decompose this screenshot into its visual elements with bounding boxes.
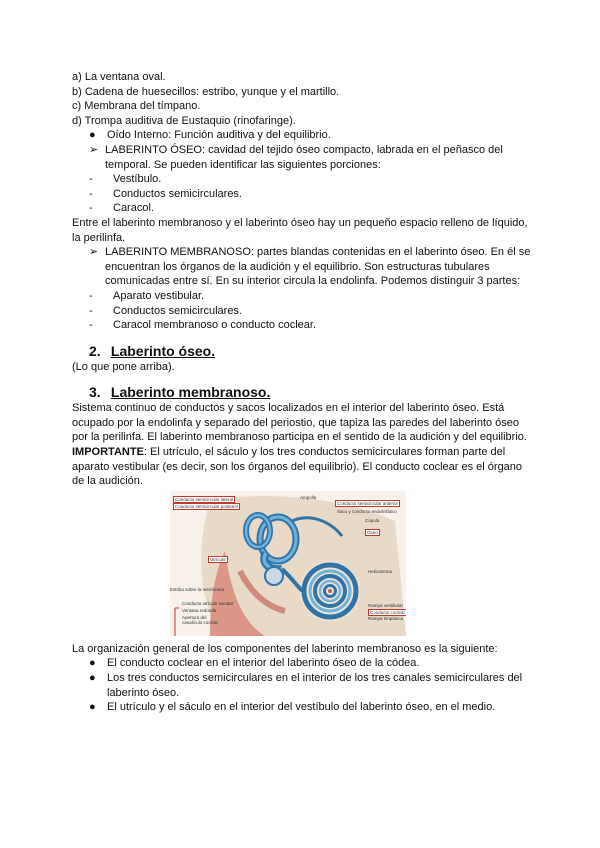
label-rampa-timpanica: Rampa timpánica [368, 615, 404, 621]
section-3-title: Laberinto membranoso. [110, 384, 271, 401]
important-label: IMPORTANTE [72, 446, 144, 459]
label-cupula: Cúpula [365, 517, 380, 523]
section-2-heading [72, 342, 534, 360]
document-page [72, 70, 534, 715]
dash-marker: - [89, 304, 93, 317]
membranoso-part: Caracol membranoso o conducto coclear. [113, 319, 316, 332]
dash-marker: - [89, 202, 93, 215]
dash-item-membranoso [72, 289, 534, 304]
label-saco: Saco y conducto endolinfático [337, 508, 397, 514]
oido-interno-text: Oído Interno: Función auditiva y del equilibrio. [107, 129, 331, 142]
membranoso-part: Conductos semicirculares. [113, 304, 242, 317]
arrow-laberinto-membranoso [72, 245, 534, 289]
dash-item-oseo [72, 187, 534, 202]
label-ampolla: Ampolla [300, 494, 317, 500]
section-3-body: Sistema continuo de conductos y sacos localizados en el interior del laberinto óseo. Está ocupado por la endolinfa y separado del periostio, que tapiza las paredes del laberinto óseo por la perilinfa. El laberinto membranoso participa en el sentido de la audición y del equilibrio. [72, 402, 527, 444]
label-conducto-posterior: Conducto semicircular posterior [175, 503, 239, 509]
dash-marker: - [89, 289, 93, 302]
oseo-part: Vestíbulo. [113, 173, 162, 186]
intro-line-d: d) Trompa auditiva de Eustaquio (rinofaringe). [72, 114, 296, 127]
oseo-part: Conductos semicirculares. [113, 187, 242, 200]
dash-marker: - [89, 173, 93, 186]
laberinto-membranoso-definition: LABERINTO MEMBRANOSO: partes blandas contenidas en el laberinto óseo. En él se encuentran los órganos de la audición y el equilibrio. Son estructuras tubulares comunicadas entre sí. En su interior circula la endolinfa. Podemos distinguir 3 partes: [105, 246, 531, 288]
bullet-marker: ● [89, 129, 96, 142]
organization-item-text: El utrículo y el sáculo en el interior del vestíbulo del laberinto óseo, en el medio. [107, 701, 496, 714]
section-3-heading [72, 383, 534, 401]
dash-marker: - [89, 319, 93, 332]
organization-item [72, 656, 534, 671]
oseo-part: Caracol. [113, 202, 154, 215]
intro-line-c: c) Membrana del tímpano. [72, 100, 201, 113]
arrow-marker: ➢ [89, 143, 99, 156]
intro-line-b: b) Cadena de huesecillos: estribo, yunque y el martillo. [72, 85, 340, 98]
bullet-marker: ● [89, 701, 96, 714]
organization-item [72, 671, 534, 700]
organization-item-text: Los tres conductos semicirculares en el interior de los tres canales semicirculares del laberinto óseo. [107, 672, 523, 699]
perilinfa-paragraph: Entre el laberinto membranoso y el laberinto óseo hay un pequeño espacio relleno de líquido, la perilinfa. [72, 216, 528, 244]
dash-marker: - [89, 187, 93, 200]
bullet-marker: ● [89, 657, 96, 670]
section-3-number: 3. [89, 384, 101, 401]
organization-item [72, 700, 534, 715]
laberinto-oseo-definition: LABERINTO ÓSEO: cavidad del tejido óseo compacto, labrada en el peñasco del temporal. Se pueden identificar las siguientes porciones: [105, 143, 503, 171]
bullet-marker: ● [89, 672, 96, 685]
label-estribo: Estribo sobre la membrana [170, 586, 225, 592]
label-utriculo: Utrículo [210, 556, 226, 562]
dash-item-membranoso [72, 304, 534, 319]
label-ventana-redonda: Ventana redonda [182, 607, 217, 613]
organization-item-text: El conducto coclear en el interior del laberinto óseo de la códea. [107, 657, 420, 670]
label-conducto-coclear: Conducto coclear [370, 609, 406, 615]
label-apertura: Apertura del canalículo coclear [182, 614, 219, 625]
arrow-laberinto-oseo [72, 143, 534, 172]
inner-ear-figure [170, 491, 406, 636]
label-conducto-anterior: Conducto semicircular anterior [337, 500, 399, 506]
important-text: : El utrículo, el sáculo y los tres conductos semicirculares forman parte del aparato vestibular (es decir, son los órganos del equilibrio). El conducto coclear es el órgano de la audición. [72, 446, 523, 488]
organization-intro: La organización general de los componentes del laberinto membranoso es la siguiente: [72, 642, 498, 655]
label-oseo: Óseo [367, 529, 378, 535]
section-2-title: Laberinto óseo. [110, 342, 216, 359]
section-2-body: (Lo que pone arriba). [72, 360, 175, 373]
bullet-oido-interno [72, 128, 534, 143]
label-rampa: Rampa vestibular [368, 602, 404, 608]
dash-item-membranoso [72, 318, 534, 333]
section-2-number: 2. [89, 342, 101, 359]
label-conducto-lateral: Conducto semicircular lateral [175, 496, 234, 502]
dash-item-oseo [72, 201, 534, 216]
important-paragraph [72, 445, 534, 489]
label-ventana: Conducto utrículo-sacular [182, 600, 234, 606]
intro-line-a: a) La ventana oval. [72, 71, 166, 83]
arrow-marker: ➢ [89, 246, 99, 259]
label-helicotrema: Helicotrema [368, 568, 393, 574]
membranoso-part: Aparato vestibular. [113, 289, 205, 302]
dash-item-oseo [72, 172, 534, 187]
